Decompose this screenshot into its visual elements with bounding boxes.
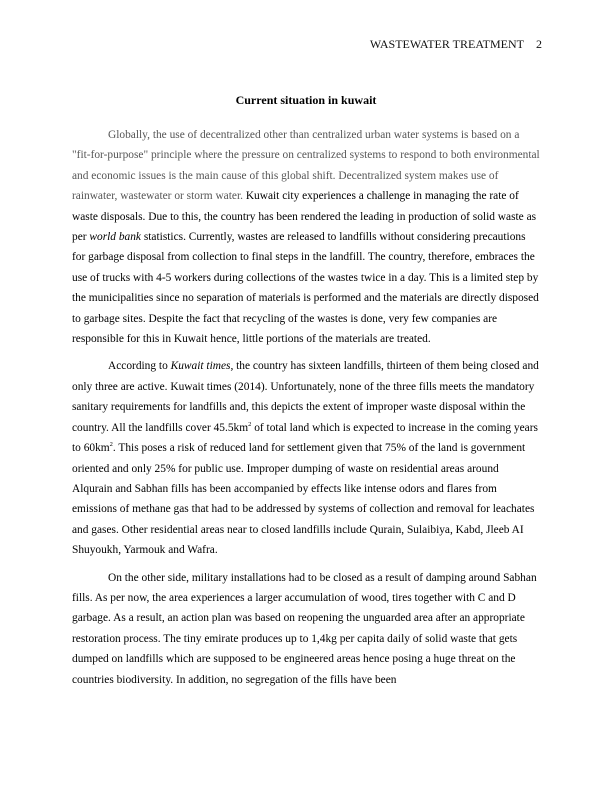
superscript-km2-a: 2 <box>248 420 252 428</box>
running-header <box>370 37 542 52</box>
paragraph-1 <box>72 125 540 349</box>
paragraph-1-intro: Globally, the use of decentralized other than centralized urban water systems is based on a "fit-for-purpose" principle where the pressure on centralized systems to respond to both environmental and economic issues is the main cause of this global shift. Decentralized system makes use of rainwater, wastewater or storm water. <box>72 129 540 203</box>
paragraph-2-part-c: of total land which is expected to increase in the coming years to 60km <box>72 421 538 455</box>
paragraph-1-part-a: Kuwait city experiences a challenge in managing the rate of waste disposals. Due to this, the country has been rendered the leading in production of solid waste as per <box>72 190 537 244</box>
paragraph-1-emphasis: world bank <box>89 231 141 244</box>
page-number: 2 <box>536 37 542 51</box>
paragraph-2-part-d: . This poses a risk of reduced land for settlement given that 75% of the land is government oriented and only 25% for public use. Improper dumping of waste on residential areas around Alqurain and Sabhan fills has been accompanied by effects like intense odors and flares from emissions of methane gas that had to be addressed by systems of collection and removal for leachates and gases. Other residential areas near to closed landfills include Qurain, Sulaibiya, Kabd, Jleeb AI Shuyoukh, Yarmouk and Wafra. <box>72 442 535 557</box>
paragraph-2-part-b: the country has sixteen landfills, thirteen of them being closed and only three are active. Kuwait times (2014). Unfortunately, none of the three fills meets the mandatory sanitary requirements for landfills and, this depicts the extent of improper waste disposal within the country. All the landfills cover 45.5km <box>72 360 539 434</box>
running-title: WASTEWATER TREATMENT <box>369 37 524 51</box>
paragraph-2-part-a: According to <box>108 360 171 373</box>
paragraph-2 <box>72 356 540 560</box>
paragraph-2-emphasis: Kuwait times, <box>170 360 234 373</box>
section-heading: Current situation in kuwait <box>235 93 377 107</box>
body-text <box>72 125 540 697</box>
paragraph-1-part-b: statistics. Currently, wastes are released to landfills without considering precautions for garbage disposal from collection to final steps in the landfill. The country, therefore, embraces the use of trucks with 4-5 workers during collections of the wastes twice in a day. This is a limited step by the municipalities since no separation of materials is performed and the materials are directly disposed to garbage sites. Despite the fact that recycling of the wastes is done, very few companies are responsible for this in Kuwait hence, little portions of the materials are treated. <box>72 231 539 346</box>
superscript-km2-b: 2 <box>109 441 113 449</box>
paragraph-3: On the other side, military installations had to be closed as a result of damping around Sabhan fills. As per now, the area experiences a larger accumulation of wood, tires together with C and D garbage. As a result, an action plan was based on reopening the unguarded area after an appropriate restoration process. The tiny emirate produces up to 1,4kg per capita daily of solid waste that gets dumped on landfills which are supposed to be engineered areas hence posing a huge threat on the countries biodiversity. In addition, no segregation of the fills have been <box>72 571 537 686</box>
